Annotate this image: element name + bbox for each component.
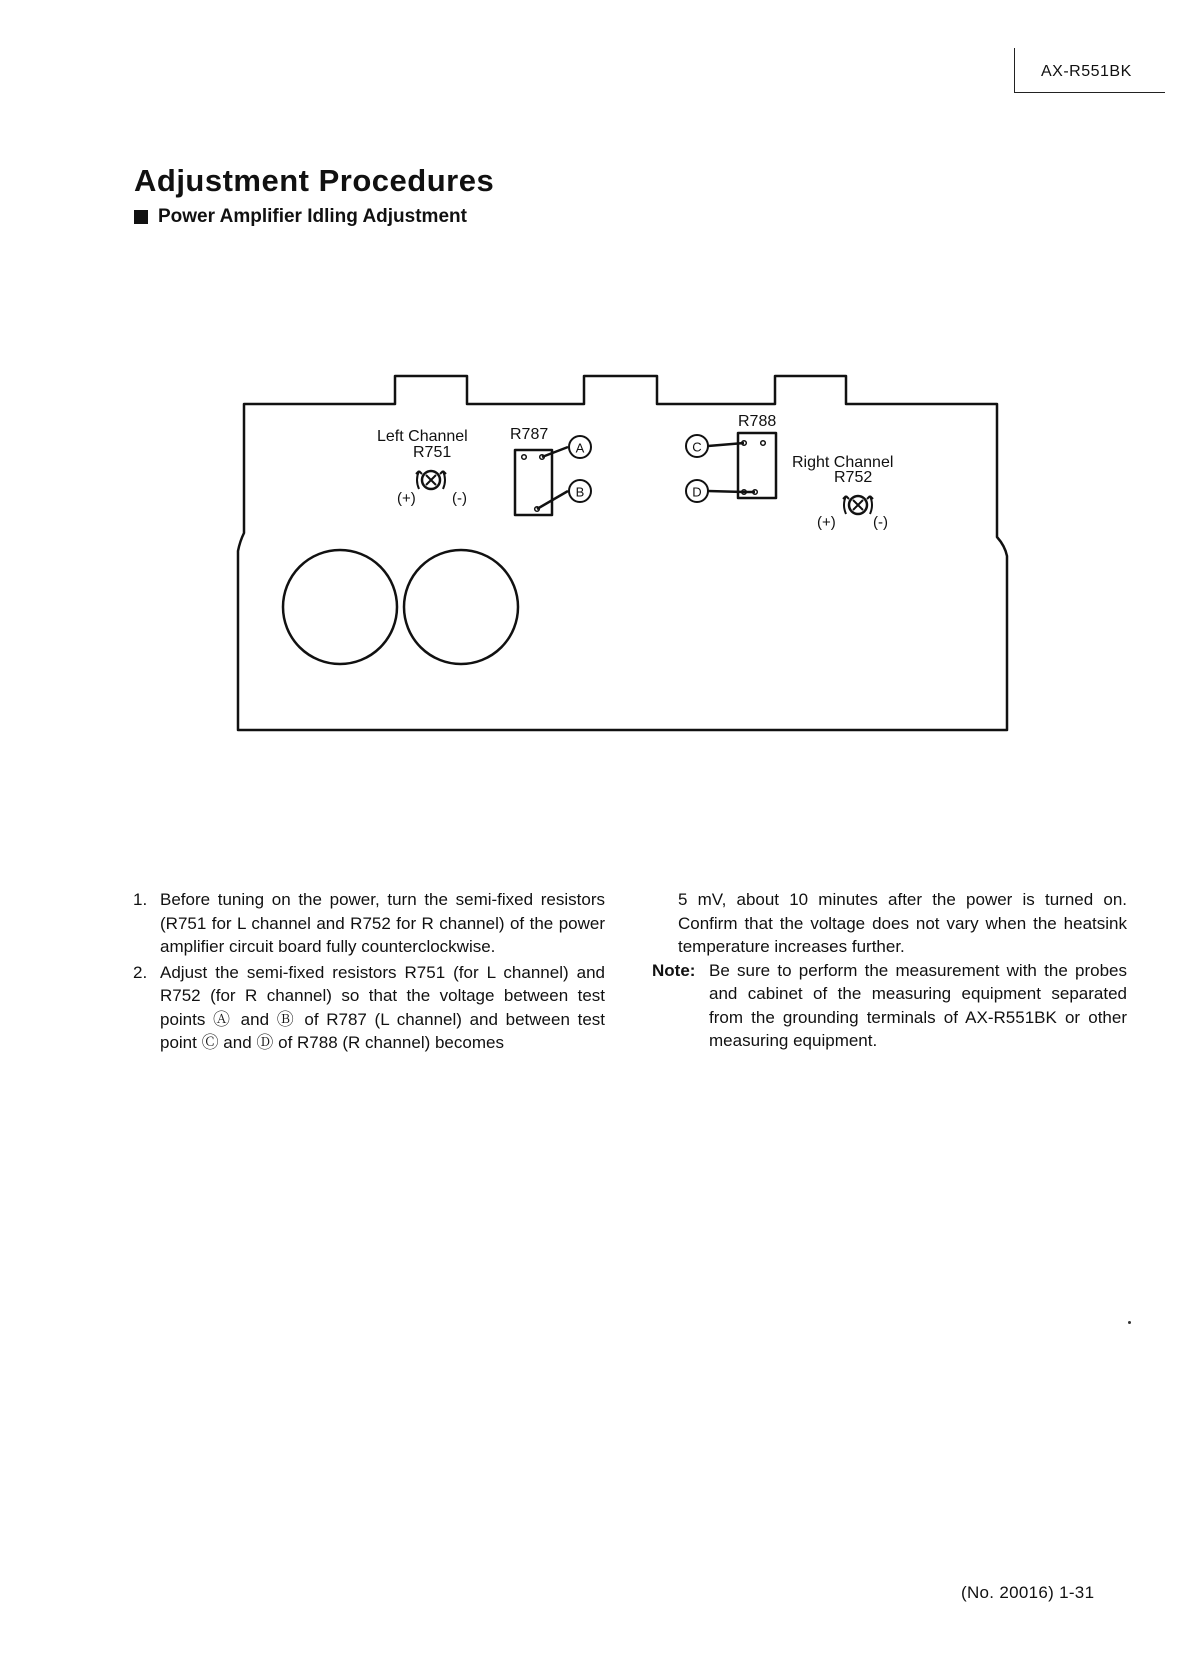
test-point-c [686,435,708,457]
r787-resistor [515,447,568,515]
model-number: AX-R551BK [1041,63,1132,80]
r752-label: R752 [834,469,873,486]
note-text: Be sure to perform the measurement with the probes and cabinet of the measuring equipment separated from the grounding terminals of AX-R551BK or other measuring equipment. [709,960,1127,1050]
note-label: Note: [652,960,696,980]
circuit-board-diagram [0,0,1179,760]
step-text: Adjust the semi-fixed resistors R751 (for L channel) and R752 (for R channel) so that the voltage between test points Ⓐ and Ⓑ of R787 (L channel) and between test point Ⓒ and Ⓓ of R788 (R channel) becomes [160,962,605,1052]
right-channel-label: Right Channel [792,454,894,471]
step-number: 1. [133,890,148,909]
r752-minus-label: (-) [873,514,888,531]
r751-plus-label: (+) [397,490,416,507]
note-block [652,959,1127,1053]
r788-label: R788 [738,413,777,430]
test-point-b [569,480,591,502]
r752-trimmer-icon [843,496,873,514]
svg-text:B: B [575,484,585,500]
left-channel-label: Left Channel [377,428,468,445]
svg-text:C: C [692,439,702,455]
page-title: Adjustment Procedures [134,163,495,198]
r751-trimmer-icon [416,471,446,489]
r751-minus-label: (-) [452,490,467,507]
procedure-steps [133,888,605,1057]
capacitor-left [283,550,397,664]
step-2-continuation: 5 mV, about 10 minutes after the power is turned on. Confirm that the voltage does not vary when the heatsink temperature increases further. [678,890,1127,956]
r788-resistor [708,433,776,498]
capacitor-right [404,550,518,664]
step-text: Before tuning on the power, turn the semi-fixed resistors (R751 for L channel and R752 for R channel) of the power amplifier circuit board fully counterclockwise. [160,890,605,956]
step-number: 2. [133,962,148,982]
r787-label: R787 [510,426,549,443]
procedure-step-2 [133,961,605,1055]
r751-label: R751 [413,444,452,461]
test-point-d [686,480,708,502]
r752-plus-label: (+) [817,514,836,531]
stray-mark [1128,1321,1131,1324]
section-subtitle-text: Power Amplifier Idling Adjustment [158,206,467,227]
svg-text:A: A [575,440,585,456]
circuit-board-outline [238,376,1007,730]
procedure-step-1 [133,888,605,959]
test-point-a [569,436,591,458]
right-column [652,888,1127,1053]
page-number: (No. 20016) 1-31 [961,1583,1095,1602]
svg-text:D: D [692,484,702,500]
